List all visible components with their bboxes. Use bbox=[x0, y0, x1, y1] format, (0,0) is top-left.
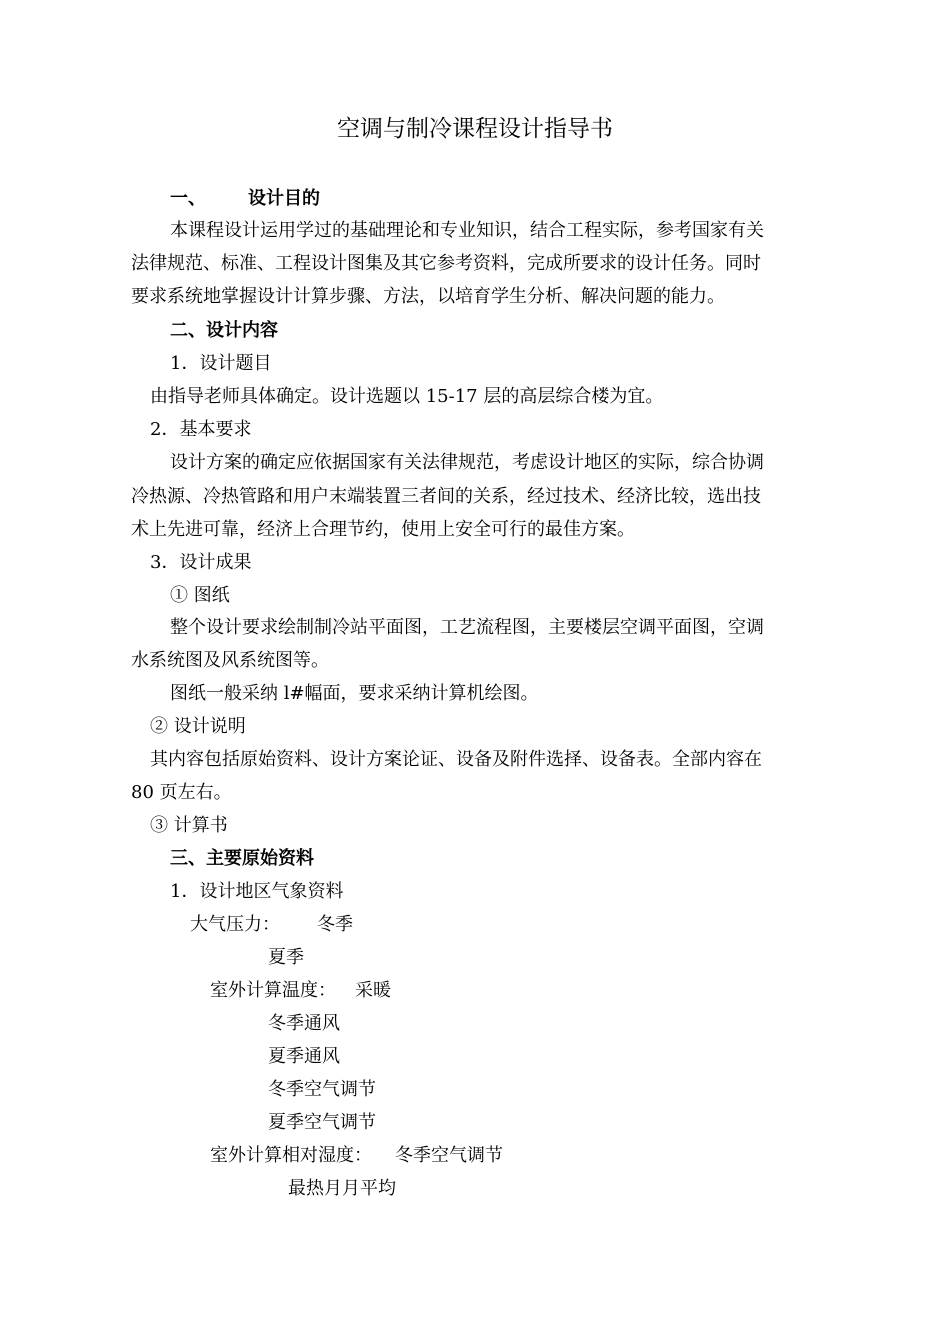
temperature-summer-ac: 夏季空气调节 bbox=[268, 1112, 376, 1133]
subsection-1-text: 由指导老师具体确定。设计选题以 15-17 层的高层综合楼为宜。 bbox=[150, 386, 664, 407]
paragraph-1-line-3: 要求系统地掌握设计计算步骤、方法，以培育学生分析、解决问题的能力。 bbox=[131, 286, 725, 307]
section-1-number: 一、 bbox=[170, 188, 206, 209]
subsection-2-title: 2．基本要求 bbox=[150, 419, 252, 440]
temperature-winter-ventilation: 冬季通风 bbox=[268, 1013, 340, 1034]
pressure-winter: 冬季 bbox=[317, 914, 353, 935]
deliverable-1-line-1: 整个设计要求绘制制冷站平面图，工艺流程图，主要楼层空调平面图，空调 bbox=[170, 617, 764, 638]
paragraph-2-line-2: 冷热源、冷热管路和用户末端装置三者间的关系，经过技术、经济比较，选出技 bbox=[131, 486, 761, 507]
humidity-label: 室外计算相对湿度： bbox=[210, 1145, 372, 1166]
deliverable-2-line-1: 其内容包括原始资料、设计方案论证、设备及附件选择、设备表。全部内容在 bbox=[150, 749, 762, 770]
deliverable-3-title: ③ 计算书 bbox=[150, 815, 228, 836]
temperature-label: 室外计算温度： bbox=[210, 980, 336, 1001]
section-1-title: 设计目的 bbox=[248, 188, 320, 209]
pressure-summer: 夏季 bbox=[268, 947, 304, 968]
paragraph-2-line-1: 设计方案的确定应依据国家有关法律规范，考虑设计地区的实际，综合协调 bbox=[170, 452, 764, 473]
deliverable-2-title: ② 设计说明 bbox=[150, 716, 246, 737]
material-1-title: 1．设计地区气象资料 bbox=[170, 881, 344, 902]
deliverable-1-paper-note: 图纸一般采纳 l#幅面，要求采纳计算机绘图。 bbox=[170, 683, 539, 704]
subsection-3-title: 3．设计成果 bbox=[150, 552, 252, 573]
humidity-winter-ac: 冬季空气调节 bbox=[395, 1145, 503, 1166]
temperature-summer-ventilation: 夏季通风 bbox=[268, 1046, 340, 1067]
subsection-1-title: 1．设计题目 bbox=[170, 353, 272, 374]
paragraph-1-line-2: 法律规范、标准、工程设计图集及其它参考资料，完成所要求的设计任务。同时 bbox=[131, 253, 761, 274]
deliverable-2-line-2: 80 页左右。 bbox=[131, 782, 232, 803]
humidity-hottest-month: 最热月月平均 bbox=[288, 1178, 396, 1199]
temperature-winter-ac: 冬季空气调节 bbox=[268, 1079, 376, 1100]
document-title: 空调与制冷课程设计指导书 bbox=[337, 116, 613, 142]
paragraph-2-line-3: 术上先进可靠，经济上合理节约，使用上安全可行的最佳方案。 bbox=[131, 519, 635, 540]
section-heading-1 bbox=[170, 186, 320, 212]
paragraph-1-line-1: 本课程设计运用学过的基础理论和专业知识，结合工程实际，参考国家有关 bbox=[170, 220, 764, 241]
deliverable-1-title: ① 图纸 bbox=[170, 585, 230, 606]
pressure-label: 大气压力： bbox=[190, 914, 280, 935]
temperature-heating: 采暖 bbox=[355, 980, 391, 1001]
section-heading-3: 三、主要原始资料 bbox=[170, 848, 314, 869]
section-heading-2: 二、设计内容 bbox=[170, 320, 278, 341]
deliverable-1-line-2: 水系统图及风系统图等。 bbox=[131, 650, 329, 671]
